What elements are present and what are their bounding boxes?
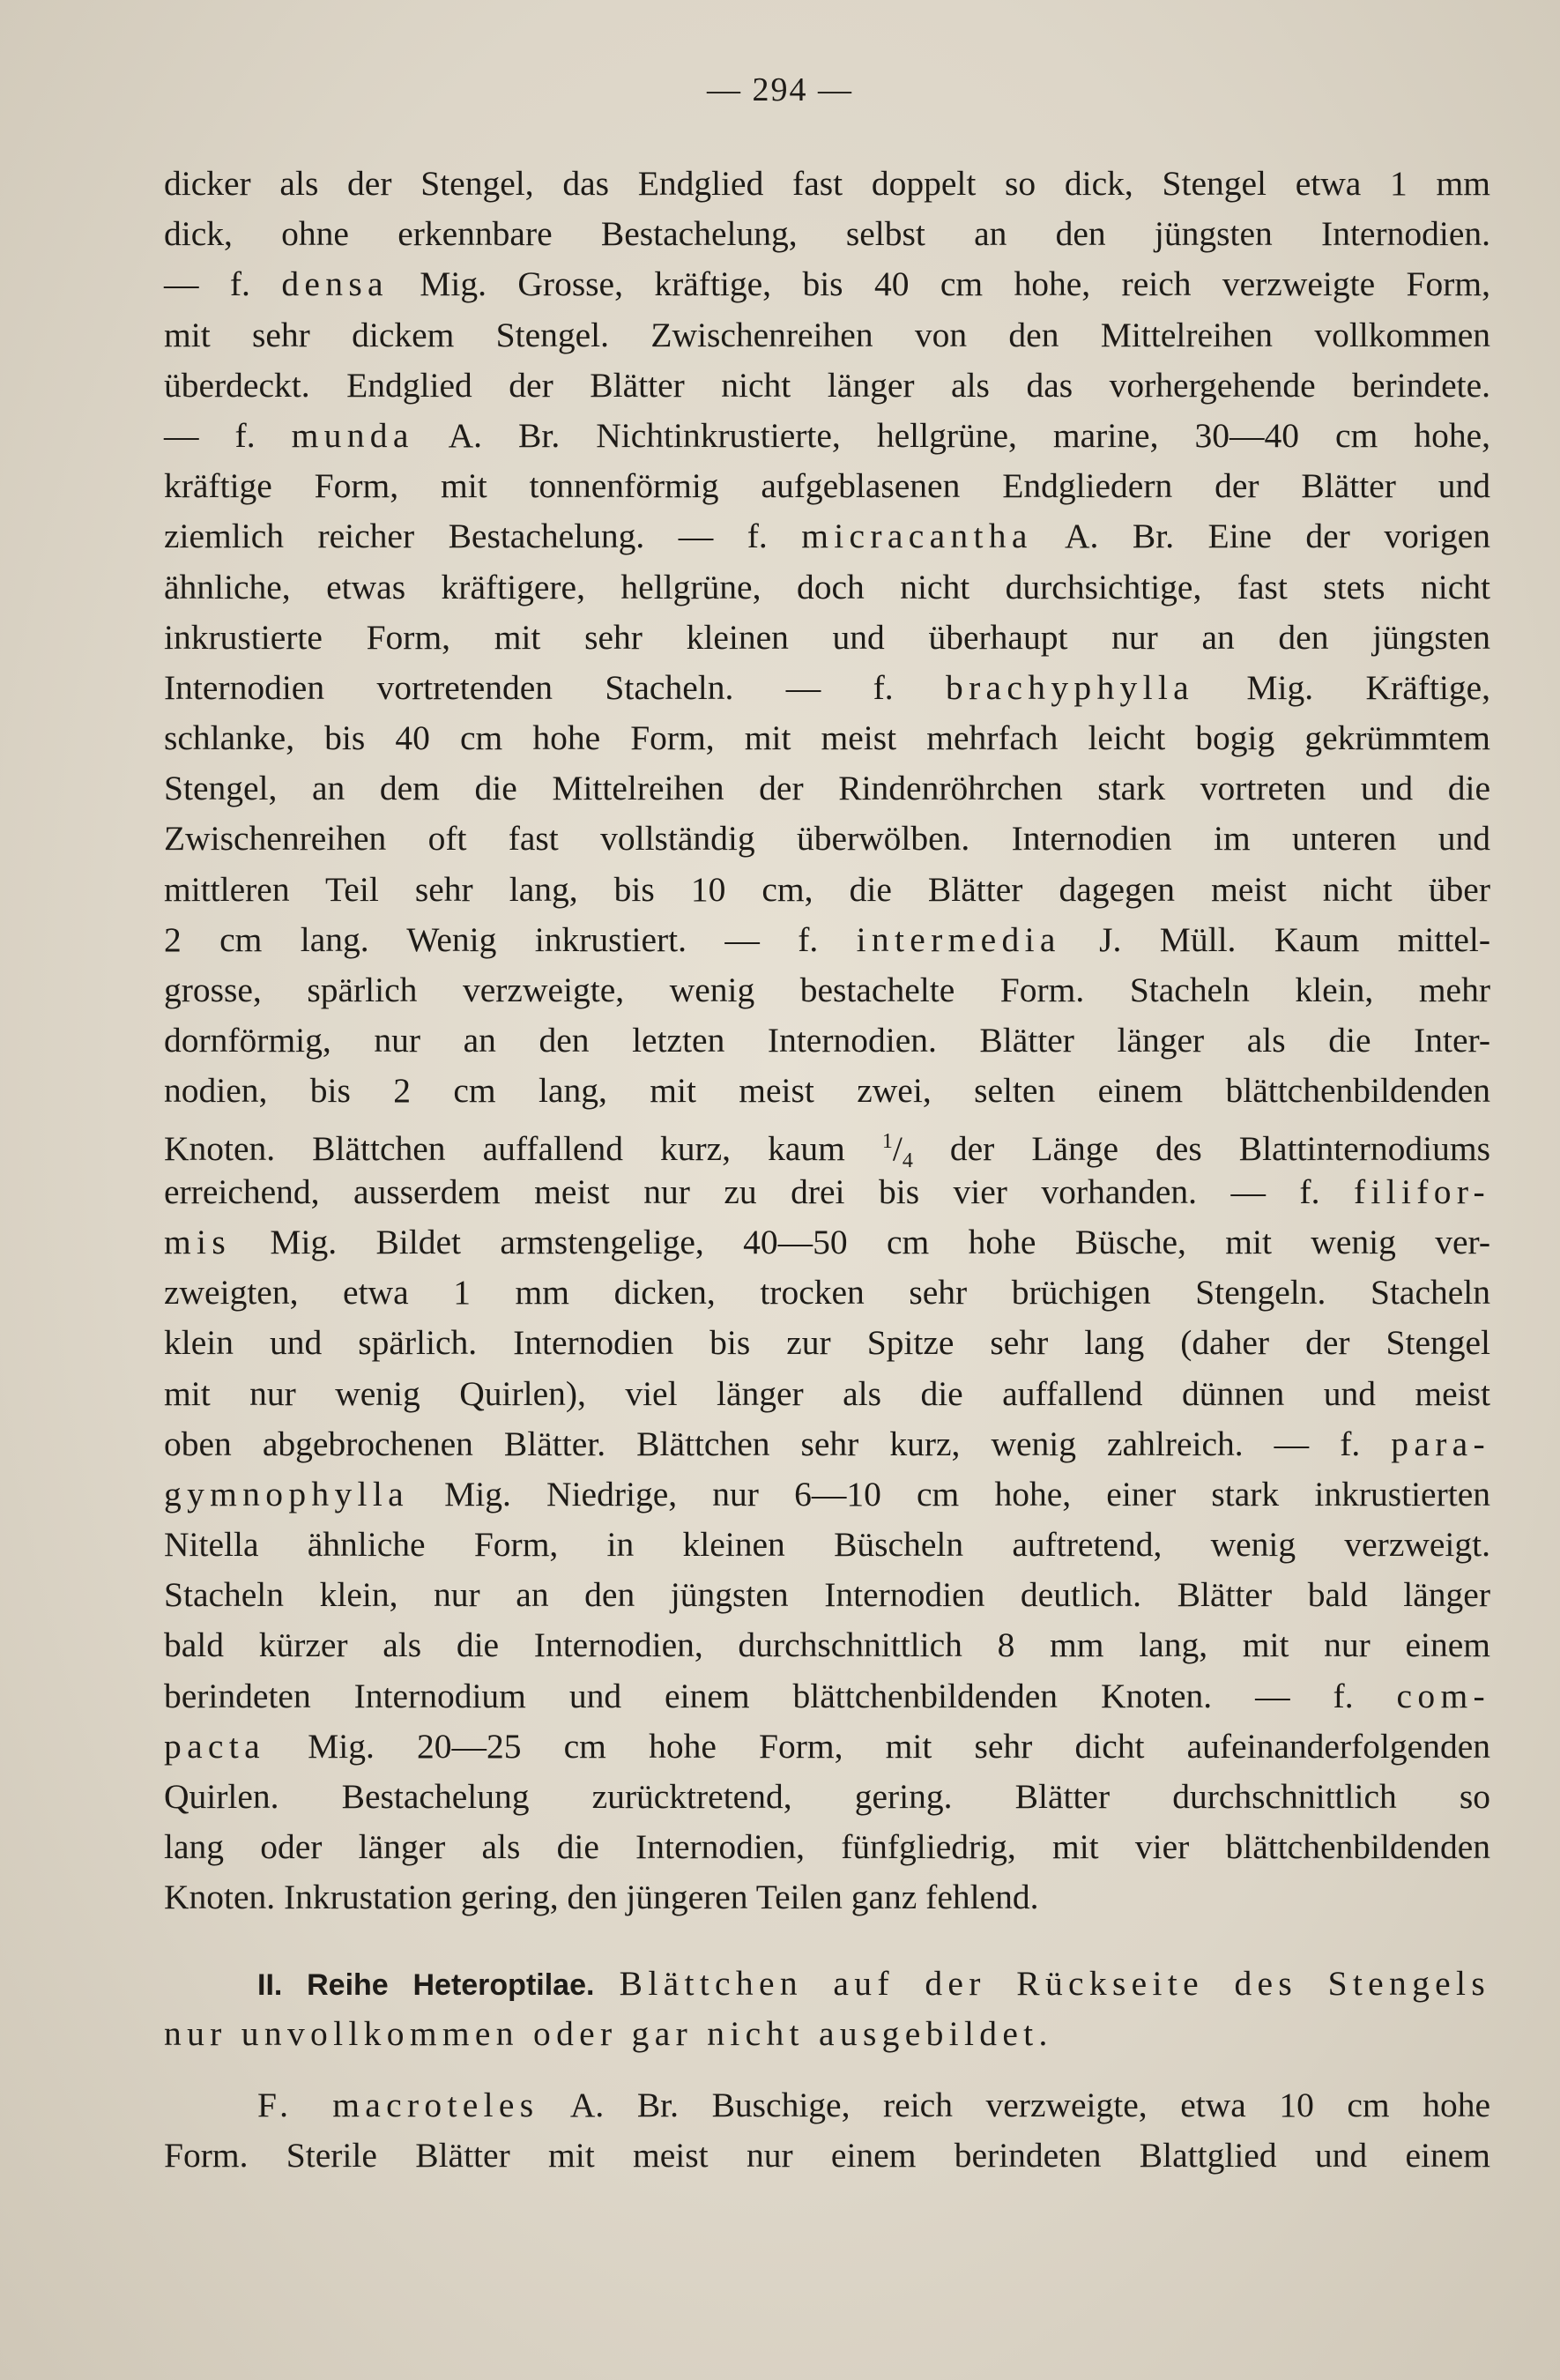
text-line <box>164 1469 1490 1520</box>
spaced-term: intermedia <box>856 919 1061 959</box>
body-text <box>164 159 1490 2181</box>
text-line <box>164 361 1490 411</box>
line-text: erreichend, ausserdem meist nur zu drei bis vier vorhanden. — f. <box>164 1171 1354 1211</box>
text-line <box>164 663 1490 713</box>
final-paragraph <box>164 2080 1490 2181</box>
line-text: dick, ohne erkennbare Bestachelung, selbst an den jüngsten Internodien. <box>164 214 1490 254</box>
text-line <box>164 2131 1490 2181</box>
text-line <box>164 411 1490 461</box>
text-line <box>164 915 1490 965</box>
text-line <box>164 1369 1490 1419</box>
section-text: Blättchen auf der Rückseite des Stengels <box>619 1963 1491 2003</box>
line-text: Zwischenreihen oft fast vollständig überwölben. Internodien im unteren und <box>164 819 1490 859</box>
text-line <box>164 159 1490 209</box>
line-text: Internodien vortretenden Stacheln. — f. <box>164 667 946 707</box>
spaced-term: brachyphylla <box>946 667 1195 707</box>
spaced-term: com- <box>1396 1676 1490 1715</box>
line-text: Knoten. Inkrustation gering, den jüngeren Teilen ganz fehlend. <box>164 1878 1039 1917</box>
text-line <box>164 562 1490 613</box>
spaced-term: filifor- <box>1353 1171 1490 1211</box>
line-text: inkrustierte Form, mit sehr kleinen und überhaupt nur an den jüngsten <box>164 617 1490 657</box>
text-line <box>164 1872 1490 1923</box>
line-text: 2 cm lang. Wenig inkrustiert. — f. <box>164 919 857 959</box>
text-line <box>164 865 1490 915</box>
text-line <box>164 1117 1490 1172</box>
line-text: dornförmig, nur an den letzten Internodien. Blätter länger als die Inter- <box>164 1021 1490 1060</box>
fraction-numerator: 1 <box>881 1129 893 1153</box>
main-paragraph <box>164 159 1490 1923</box>
text-line <box>164 259 1490 309</box>
text-line <box>164 511 1490 562</box>
line-text: ähnliche, etwas kräftigere, hellgrüne, doch nicht durchsichtige, fast stets nicht <box>164 567 1490 606</box>
line-text: ziemlich reicher Bestachelung. — f. <box>164 517 802 556</box>
text-line <box>164 1822 1490 1872</box>
line-text: Form. Sterile Blätter mit meist nur einem berindeten Blattglied und einem <box>164 2136 1490 2175</box>
section-line <box>164 1959 1490 2009</box>
line-text: A. Br. Nichtinkrustierte, hellgrüne, marine, 30—40 cm hohe, <box>413 415 1491 455</box>
line-text: mittleren Teil sehr lang, bis 10 cm, die Blätter dagegen meist nicht über <box>164 869 1490 909</box>
text-line <box>164 814 1490 864</box>
line-text: / <box>892 1128 903 1168</box>
spaced-term: micracantha <box>801 517 1033 556</box>
text-line <box>164 613 1490 663</box>
text-line <box>164 1419 1490 1469</box>
text-line <box>164 1167 1490 1217</box>
line-text: Stengel, an dem die Mittelreihen der Rindenröhrchen stark vortreten und die <box>164 769 1490 808</box>
text-line <box>164 461 1490 511</box>
line-text: — f. <box>164 415 292 455</box>
line-text: Mig. 20—25 cm hohe Form, mit sehr dicht aufeinanderfolgenden <box>264 1726 1490 1766</box>
line-text: berindeten Internodium und einem blättchenbildenden Knoten. — f. <box>164 1676 1397 1715</box>
text-line <box>164 2080 1490 2131</box>
spaced-term: mis <box>164 1222 232 1261</box>
line-text: Mig. Kräftige, <box>1194 667 1490 707</box>
section-heading: II. Reihe Heteroptilae. <box>257 1967 595 2002</box>
spaced-term: pacta <box>164 1726 265 1766</box>
line-text: oben abgebrochenen Blätter. Blättchen sehr kurz, wenig zahlreich. — f. <box>164 1424 1392 1463</box>
line-text: zweigten, etwa 1 mm dicken, trocken sehr brüchigen Stengeln. Stacheln <box>164 1273 1490 1313</box>
text-line <box>164 763 1490 814</box>
line-text: Nitella ähnliche Form, in kleinen Büscheln auftretend, wenig verzweigt. <box>164 1525 1490 1565</box>
line-text: Mig. Niedrige, nur 6—10 cm hohe, einer stark inkrustierten <box>408 1474 1490 1514</box>
line-text: — f. <box>164 264 282 304</box>
line-text: J. Müll. Kaum mittel- <box>1060 919 1490 959</box>
text-line <box>164 1570 1490 1620</box>
line-text: Mig. Grosse, kräftige, bis 40 cm hohe, reich verzweigte Form, <box>388 264 1490 304</box>
line-text: Knoten. Blättchen auffallend kurz, kaum <box>164 1128 882 1168</box>
line-text: bald kürzer als die Internodien, durchschnittlich 8 mm lang, mit nur einem <box>164 1625 1490 1665</box>
line-text: grosse, spärlich verzweigte, wenig bestachelte Form. Stacheln klein, mehr <box>164 971 1490 1009</box>
section-paragraph <box>164 1959 1490 2059</box>
line-text: überdeckt. Endglied der Blätter nicht länger als das vorhergehende berindete. <box>164 365 1490 405</box>
text-line <box>164 1620 1490 1670</box>
fraction-denominator: 4 <box>902 1149 913 1172</box>
line-text: A. Br. Buschige, reich verzweigte, etwa 10 cm hohe <box>539 2085 1490 2124</box>
text-line <box>164 1671 1490 1722</box>
text-line <box>164 1520 1490 1570</box>
line-text: kräftige Form, mit tonnenförmig aufgeblasenen Endgliedern der Blätter und <box>164 466 1490 506</box>
line-text: Stacheln klein, nur an den jüngsten Internodien deutlich. Blätter bald länger <box>164 1575 1490 1615</box>
line-text: mit nur wenig Quirlen), viel länger als die auffallend dünnen und meist <box>164 1373 1490 1413</box>
text-line <box>164 209 1490 259</box>
spaced-term: munda <box>291 415 414 455</box>
text-line <box>164 965 1490 1015</box>
text-line <box>164 1772 1490 1822</box>
line-text: der Länge des Blattinternodiums <box>912 1128 1490 1168</box>
spaced-term: F. macroteles <box>257 2085 539 2124</box>
spaced-term: para- <box>1391 1424 1490 1463</box>
line-text: dicker als der Stengel, das Endglied fast doppelt so dick, Stengel etwa 1 mm <box>164 164 1490 203</box>
spaced-term: densa <box>281 264 389 304</box>
text-line <box>164 1217 1490 1268</box>
line-text: nodien, bis 2 cm lang, mit meist zwei, selten einem blättchenbildenden <box>164 1071 1490 1111</box>
line-text: Quirlen. Bestachelung zurücktretend, gering. Blätter durchschnittlich so <box>164 1777 1490 1816</box>
line-text: klein und spärlich. Internodien bis zur Spitze sehr lang (daher der Stengel <box>164 1323 1490 1363</box>
text-line <box>164 1015 1490 1066</box>
text-line <box>164 713 1490 763</box>
text-line <box>164 1268 1490 1318</box>
section-line: nur unvollkommen oder gar nicht ausgebildet. <box>164 2013 1053 2053</box>
page-number: — 294 — <box>707 71 853 108</box>
text-line <box>164 1722 1490 1772</box>
spaced-term: gymnophylla <box>164 1474 409 1514</box>
line-text: schlanke, bis 40 cm hohe Form, mit meist mehrfach leicht bogig gekrümmtem <box>164 718 1490 758</box>
line-text: mit sehr dickem Stengel. Zwischenreihen von den Mittelreihen vollkommen <box>164 315 1490 354</box>
line-text: lang oder länger als die Internodien, fünfgliedrig, mit vier blättchenbildenden <box>164 1827 1490 1867</box>
text-line <box>164 1318 1490 1368</box>
line-text: A. Br. Eine der vorigen <box>1032 517 1490 556</box>
text-line <box>164 1066 1490 1116</box>
line-text: Mig. Bildet armstengelige, 40—50 cm hohe Büsche, mit wenig ver- <box>231 1222 1490 1261</box>
text-line <box>164 310 1490 361</box>
